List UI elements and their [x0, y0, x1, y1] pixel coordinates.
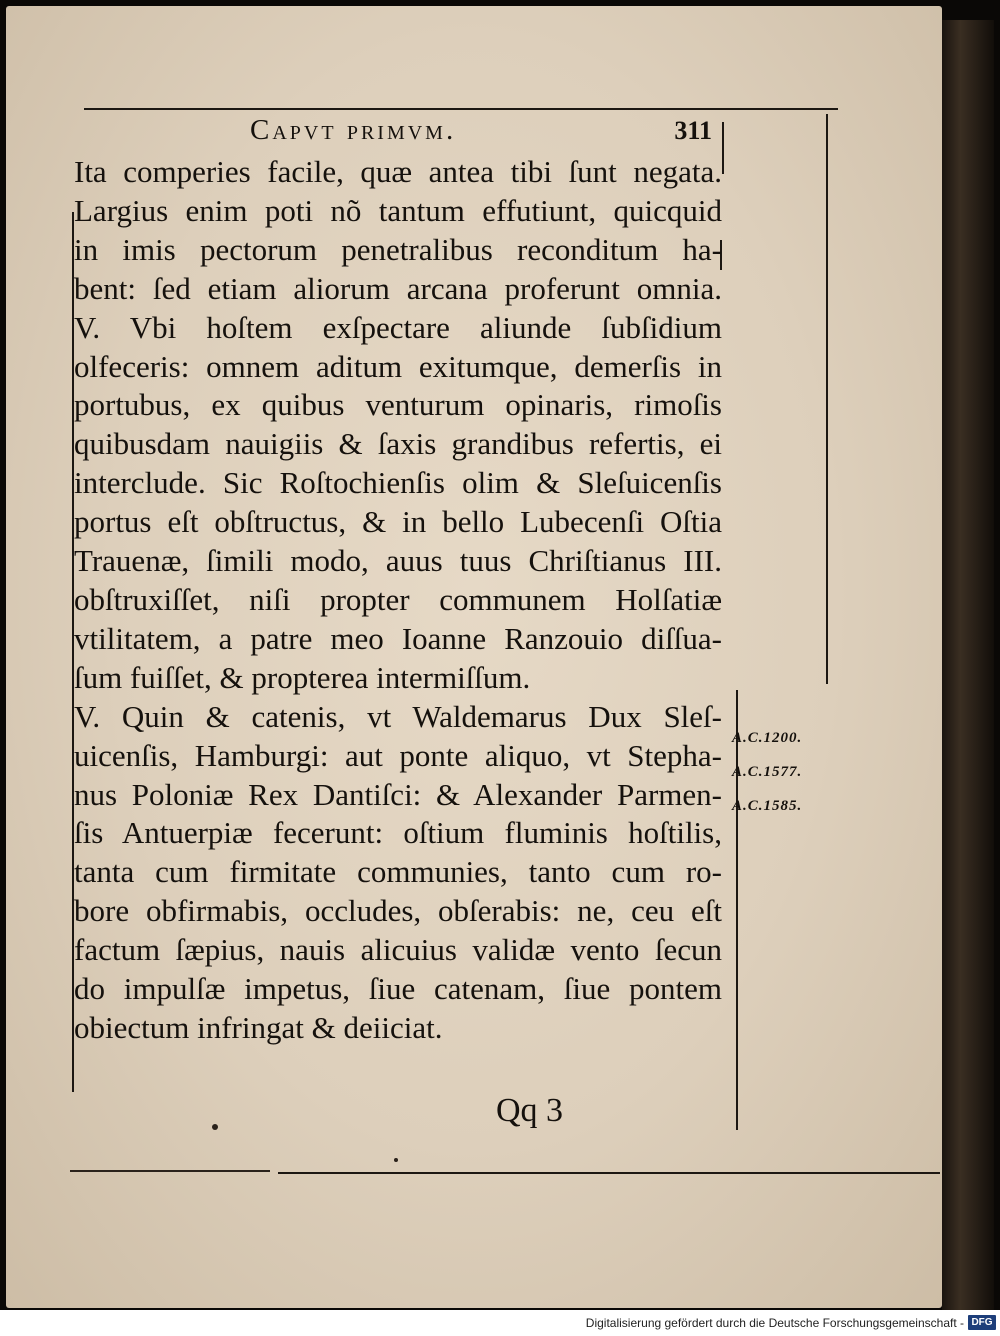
text-line: nus Poloniæ Rex Dantiſci: & Alexander Parmen-: [74, 776, 722, 812]
text-line: quibusdam nauigiis & ſaxis grandibus refertis, ei: [74, 426, 722, 462]
text-line: intercludе. Sic Roſtochienſis olim & Sleſuicenſis: [74, 465, 722, 501]
text-line: in imis pectorum penetralibus reconditum ha-: [74, 231, 722, 267]
text-line: Trauenæ, ſimili modo, auus tuus Chriſtianus III.: [74, 543, 722, 579]
text-line: do impulſæ impetus, ſiue catenam, ſiue pontem: [74, 971, 722, 1007]
running-title: Capvt primvm.: [250, 114, 457, 146]
text-line: obiectum infringat & deiiciat.: [74, 1009, 443, 1045]
page-number: 311: [674, 116, 712, 145]
text-line: V. Vbi hoſtem exſpectare aliunde ſubſidium: [74, 309, 722, 345]
signature-mark: Qq 3: [496, 1092, 564, 1129]
ink-speck: [394, 1158, 398, 1162]
page-header: [150, 110, 720, 148]
text-line: olfeceris: omnem aditum exitumque, demerſis in: [74, 348, 722, 384]
margin-column-line: [826, 114, 828, 684]
dfg-logo: DFG: [968, 1315, 996, 1330]
text-line: Ita comperies facile, quæ antea tibi ſunt negata.: [74, 154, 722, 189]
text-line: vtilitatem, a patre meo Ioanne Ranzouio diſſua-: [74, 620, 722, 656]
book-page-edge: [942, 20, 994, 1310]
text-line: ſis Antuerpiæ fecerunt: oſtium fluminis hoſtilis,: [74, 815, 722, 851]
margin-note: A.C.1200.: [732, 730, 803, 746]
body-text: [74, 153, 722, 1048]
ink-speck: [212, 1124, 218, 1130]
text-line: tanta cum firmitate communies, tanto cum ro-: [74, 854, 722, 890]
margin-notes: [732, 730, 832, 832]
text-line: uicenſis, Hamburgi: aut ponte aliquo, vt Stepha-: [74, 737, 722, 773]
footer-rule-right: [278, 1172, 940, 1174]
footer-rule-left: [70, 1170, 270, 1172]
margin-note: A.C.1585.: [732, 798, 803, 814]
text-line: portubus, ex quibus venturum opinaris, rimoſis: [74, 387, 722, 423]
footer-bar: [0, 1310, 1000, 1336]
text-line: bore obfirmabis, occludes, obſerabis: ne, ceu eſt: [74, 893, 722, 929]
text-line: Largius enim poti nõ tantum effutiunt, quicquid: [74, 192, 722, 228]
margin-note: A.C.1577.: [732, 764, 803, 780]
text-line: portus eſt obſtructus, & in bello Lubecenſi Oſtia: [74, 504, 722, 540]
text-line: V. Quin & catenis, vt Waldemarus Dux Sleſ-: [74, 698, 722, 734]
text-line: bent: ſed etiam aliorum arcana proferunt omnia.: [74, 270, 722, 306]
text-line: factum ſæpius, nauis alicuius validæ vento ſecun: [74, 932, 722, 968]
text-line: ſum fuiſſet, & propterea intermiſſum.: [74, 659, 531, 695]
text-line: obſtruxiſſet, niſi propter communem Holſatiæ: [74, 581, 722, 617]
footer-credit: Digitalisierung gefördert durch die Deutsche Forschungsgemeinschaft -: [585, 1316, 964, 1330]
right-text-line: [722, 122, 724, 174]
